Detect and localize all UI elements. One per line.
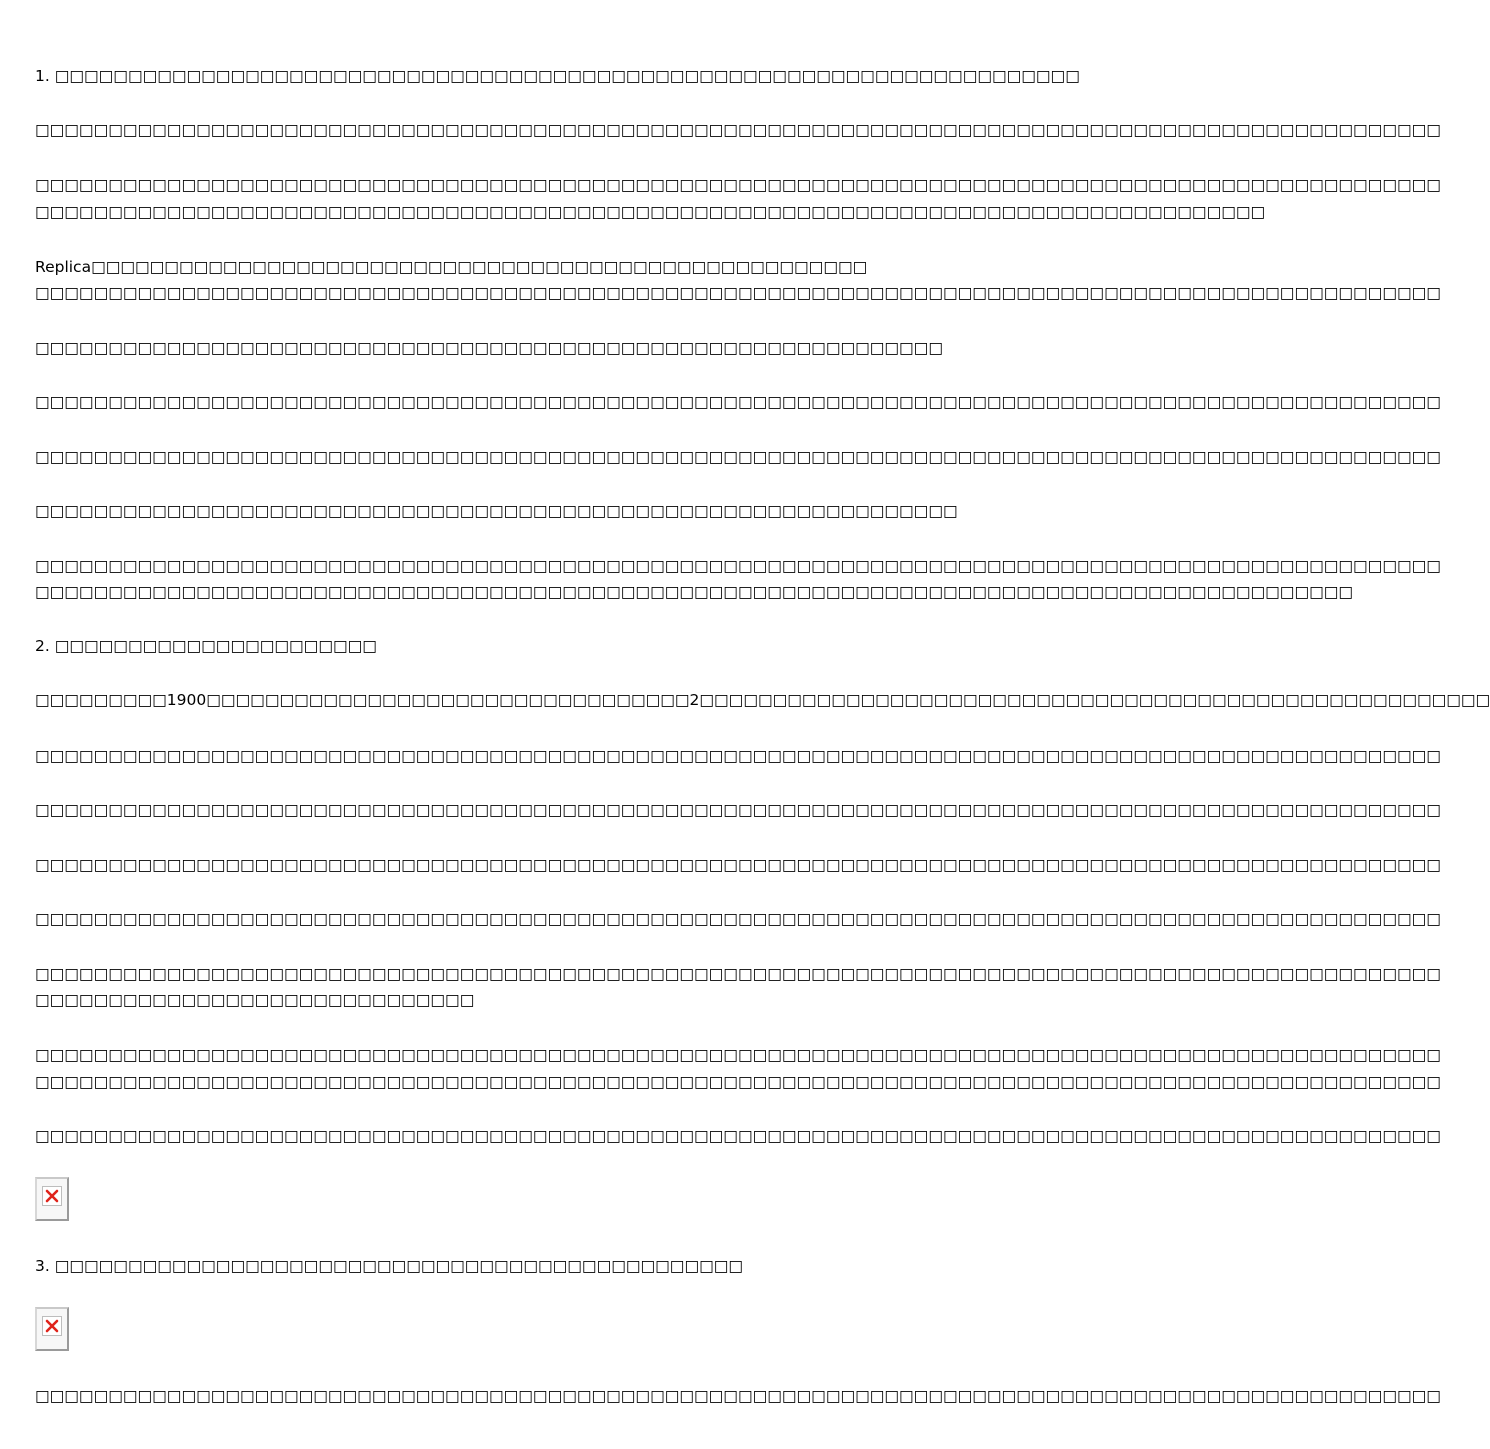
- paragraph-line: □□□□□□□□□□□□□□□□□□□□□□□□□□□□□□□□□□□□□□□□□□□□□□□□□□□□□□□□□□□□□□□□□□□□□□□□□□□□□□□□□□□□□□□□□□□□□□□□: [35, 856, 1441, 874]
- paragraph-line: □□□□□□□□□□□□□□□□□□□□□□□□□□□□□□□□□□□□□□□□□□□□□□□□□□□□□□□□□□□□□□□□□□□□□□□□□□□□□□□□□□□□□□□□□□□□□□□□: [35, 1046, 1441, 1064]
- paragraph-line: Replica□□□□□□□□□□□□□□□□□□□□□□□□□□□□□□□□□□□□□□□□□□□□□□□□□□□□□: [35, 258, 868, 276]
- paragraph-line: □□□□□□□□□□□□□□□□□□□□□□□□□□□□□□□□□□□□□□□□□□□□□□□□□□□□□□□□□□□□□□□□□□□□□□□□□□□□□□□□□□□□□□□□□□□□□□□□: [35, 557, 1441, 575]
- paragraph-line: □□□□□□□□□□□□□□□□□□□□□□□□□□□□□□□□□□□□□□□□□□□□□□□□□□□□□□□□□□□□□□□□□□□□□□□□□□□□□□□□□□□□□□□□□□□□□□□□: [35, 121, 1441, 139]
- paragraph-line: □□□□□□□□□□□□□□□□□□□□□□□□□□□□□□□□□□□□□□□□□□□□□□□□□□□□□□□□□□□□□□□: [35, 502, 958, 520]
- section-2-heading: 2. □□□□□□□□□□□□□□□□□□□□□□: [35, 637, 377, 655]
- paragraph-line: □□□□□□□□□□□□□□□□□□□□□□□□□□□□□□□□□□□□□□□□□□□□□□□□□□□□□□□□□□□□□□□□□□□□□□□□□□□□□□□□□□□□□□□□□□□□□□□□: [35, 448, 1441, 466]
- paragraph-line: □□□□□□□□□□□□□□□□□□□□□□□□□□□□□□□□□□□□□□□□□□□□□□□□□□□□□□□□□□□□□□□□□□□□□□□□□□□□□□□□□□□□□□□□□□: [35, 583, 1354, 601]
- section-3-heading: 3. □□□□□□□□□□□□□□□□□□□□□□□□□□□□□□□□□□□□□□□□□□□□□□□: [35, 1257, 744, 1275]
- paragraph-line: □□□□□□□□□□□□□□□□□□□□□□□□□□□□□□: [35, 991, 475, 1009]
- paragraph-line: □□□□□□□□□□□□□□□□□□□□□□□□□□□□□□□□□□□□□□□□□□□□□□□□□□□□□□□□□□□□□□: [35, 339, 943, 357]
- section-1-heading: 1. □□□□□□□□□□□□□□□□□□□□□□□□□□□□□□□□□□□□□□□□□□□□□□□□□□□□□□□□□□□□□□□□□□□□□□: [35, 67, 1080, 85]
- paragraph-line: □□□□□□□□□□□□□□□□□□□□□□□□□□□□□□□□□□□□□□□□□□□□□□□□□□□□□□□□□□□□□□□□□□□□□□□□□□□□□□□□□□□□□□□□□□□□□□□□: [35, 1387, 1441, 1405]
- paragraph-line: □□□□□□□□□□□□□□□□□□□□□□□□□□□□□□□□□□□□□□□□□□□□□□□□□□□□□□□□□□□□□□□□□□□□□□□□□□□□□□□□□□□□□□□□□□□□□□□□: [35, 801, 1441, 819]
- image-placeholder-frame: [42, 1186, 62, 1206]
- paragraph-line: □□□□□□□□□□□□□□□□□□□□□□□□□□□□□□□□□□□□□□□□□□□□□□□□□□□□□□□□□□□□□□□□□□□□□□□□□□□□□□□□□□□□□□□□□□□□□□□□: [35, 1073, 1441, 1091]
- paragraph-line: □□□□□□□□□□□□□□□□□□□□□□□□□□□□□□□□□□□□□□□□□□□□□□□□□□□□□□□□□□□□□□□□□□□□□□□□□□□□□□□□□□□□□□□□□□□□□□□□: [35, 747, 1441, 765]
- paragraph-line: □□□□□□□□□□□□□□□□□□□□□□□□□□□□□□□□□□□□□□□□□□□□□□□□□□□□□□□□□□□□□□□□□□□□□□□□□□□□□□□□□□□□□□□□□□□□□□□□: [35, 965, 1441, 983]
- broken-image-icon: [35, 1307, 69, 1351]
- image-placeholder-frame: [42, 1316, 62, 1336]
- close-icon: [45, 1189, 59, 1203]
- paragraph-line: □□□□□□□□□□□□□□□□□□□□□□□□□□□□□□□□□□□□□□□□□□□□□□□□□□□□□□□□□□□□□□□□□□□□□□□□□□□□□□□□□□□□: [35, 203, 1266, 221]
- paragraph-line: □□□□□□□□□□□□□□□□□□□□□□□□□□□□□□□□□□□□□□□□□□□□□□□□□□□□□□□□□□□□□□□□□□□□□□□□□□□□□□□□□□□□□□□□□□□□□□□□: [35, 1127, 1441, 1145]
- close-icon: [45, 1319, 59, 1333]
- paragraph-line: □□□□□□□□□1900□□□□□□□□□□□□□□□□□□□□□□□□□□□□□□□□□2□□□□□□□□□□□□□□□□□□□□□□□□□□□□□□□□□□□□□□□□□□□□□□□□□□□□□□: [35, 691, 1490, 709]
- paragraph-line: □□□□□□□□□□□□□□□□□□□□□□□□□□□□□□□□□□□□□□□□□□□□□□□□□□□□□□□□□□□□□□□□□□□□□□□□□□□□□□□□□□□□□□□□□□□□□□□□: [35, 284, 1441, 302]
- paragraph-line: □□□□□□□□□□□□□□□□□□□□□□□□□□□□□□□□□□□□□□□□□□□□□□□□□□□□□□□□□□□□□□□□□□□□□□□□□□□□□□□□□□□□□□□□□□□□□□□□: [35, 393, 1441, 411]
- paragraph-line: □□□□□□□□□□□□□□□□□□□□□□□□□□□□□□□□□□□□□□□□□□□□□□□□□□□□□□□□□□□□□□□□□□□□□□□□□□□□□□□□□□□□□□□□□□□□□□□□: [35, 910, 1441, 928]
- document-page: [35, 0, 1490, 1449]
- broken-image-icon: [35, 1177, 69, 1221]
- paragraph-line: □□□□□□□□□□□□□□□□□□□□□□□□□□□□□□□□□□□□□□□□□□□□□□□□□□□□□□□□□□□□□□□□□□□□□□□□□□□□□□□□□□□□□□□□□□□□□□□□: [35, 176, 1441, 194]
